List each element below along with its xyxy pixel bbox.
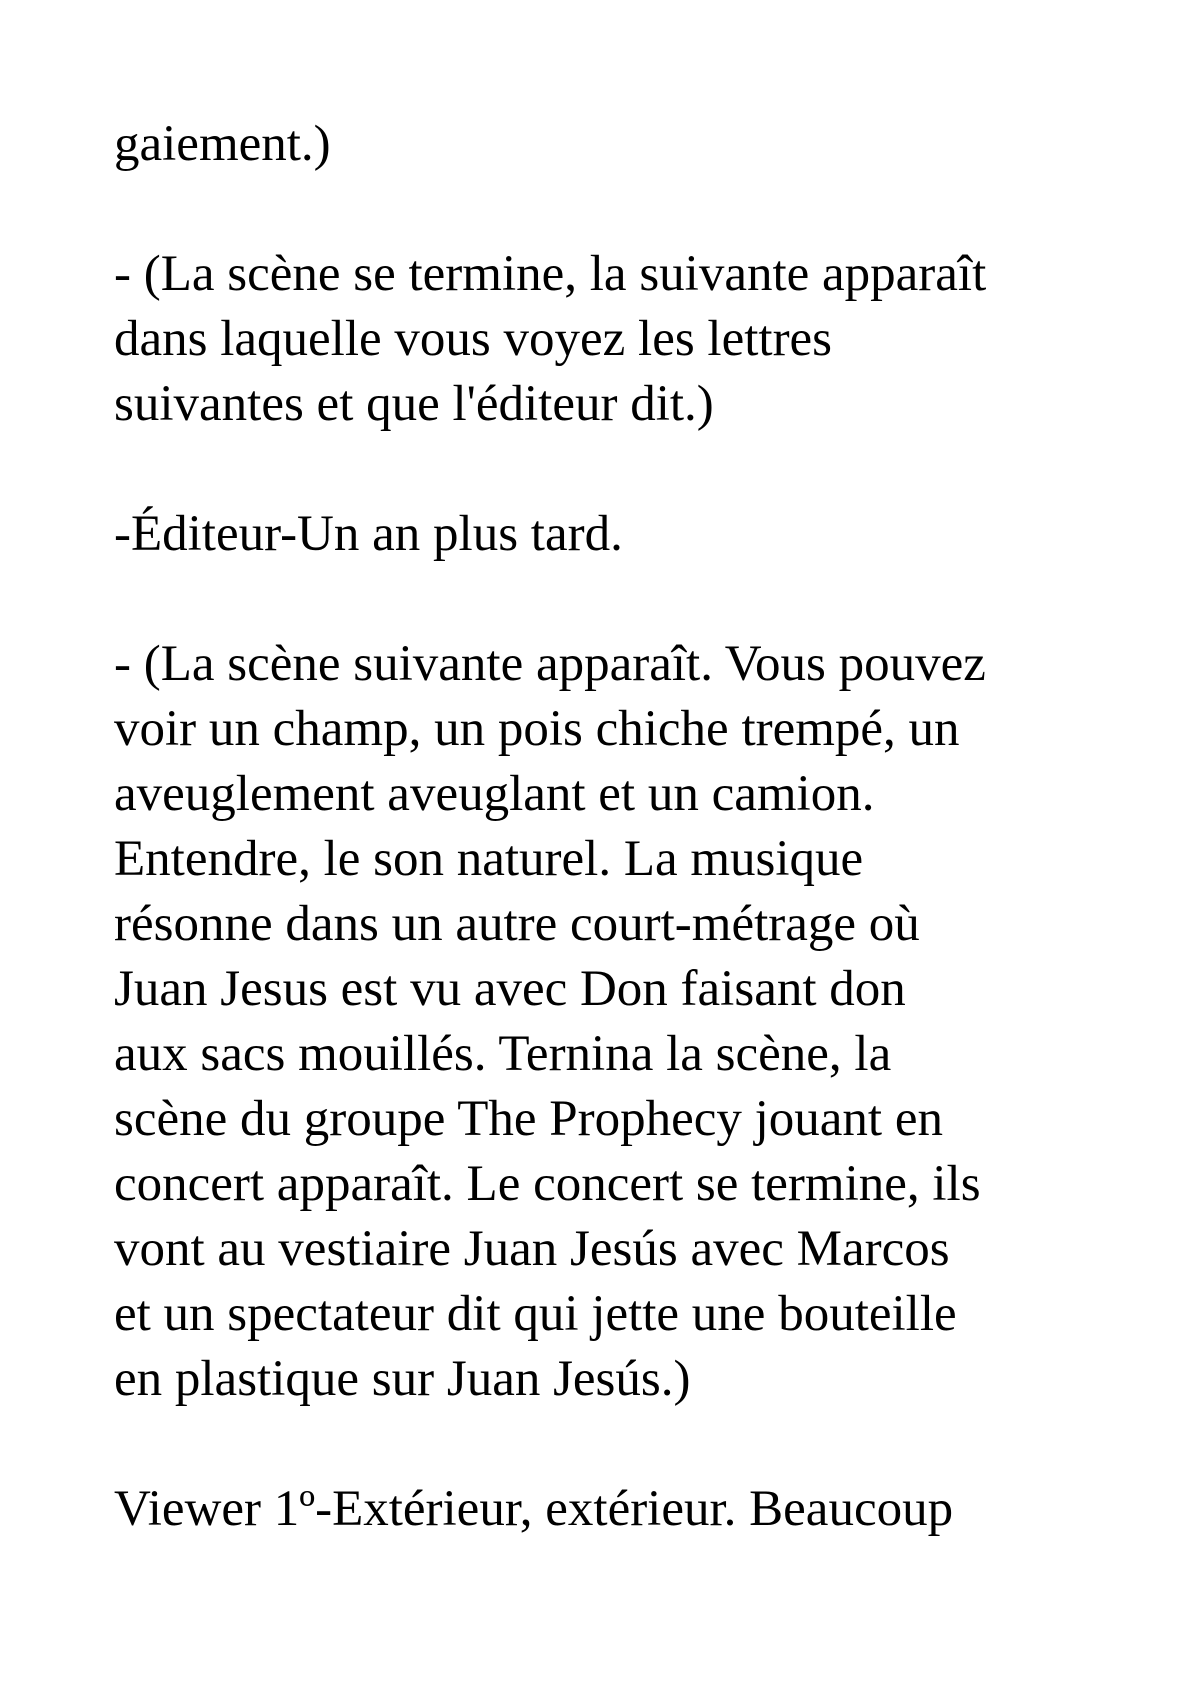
text-line: résonne dans un autre court-métrage où <box>114 896 920 952</box>
paragraph-gaiement <box>114 112 1114 177</box>
paragraph-scene-end <box>114 242 1114 437</box>
text-line: Entendre, le son naturel. La musique <box>114 831 864 887</box>
text-line: aveuglement aveuglant et un camion. <box>114 766 875 822</box>
text-line: Viewer 1º-Extérieur, extérieur. Beaucoup <box>114 1481 954 1537</box>
text-line: voir un champ, un pois chiche trempé, un <box>114 701 960 757</box>
text-line: vont au vestiaire Juan Jesús avec Marcos <box>114 1221 950 1277</box>
paragraph-viewer <box>114 1477 1114 1542</box>
text-line: aux sacs mouillés. Ternina la scène, la <box>114 1026 892 1082</box>
text-line: dans laquelle vous voyez les lettres <box>114 311 833 367</box>
text-line: concert apparaît. Le concert se termine, ils <box>114 1156 981 1212</box>
text-line: suivantes et que l'éditeur dit.) <box>114 376 714 432</box>
text-line: Juan Jesus est vu avec Don faisant don <box>114 961 906 1017</box>
text-line: scène du groupe The Prophecy jouant en <box>114 1091 943 1147</box>
text-line: - (La scène se termine, la suivante apparaît <box>114 246 987 302</box>
document-text <box>114 112 1114 1542</box>
paragraph-scene-description <box>114 632 1114 1412</box>
text-line: - (La scène suivante apparaît. Vous pouvez <box>114 636 986 692</box>
text-line: en plastique sur Juan Jesús.) <box>114 1351 691 1407</box>
paragraph-editeur <box>114 502 1114 567</box>
text-line: -Éditeur-Un an plus tard. <box>114 506 623 562</box>
text-line: et un spectateur dit qui jette une bouteille <box>114 1286 957 1342</box>
text-line: gaiement.) <box>114 116 331 172</box>
